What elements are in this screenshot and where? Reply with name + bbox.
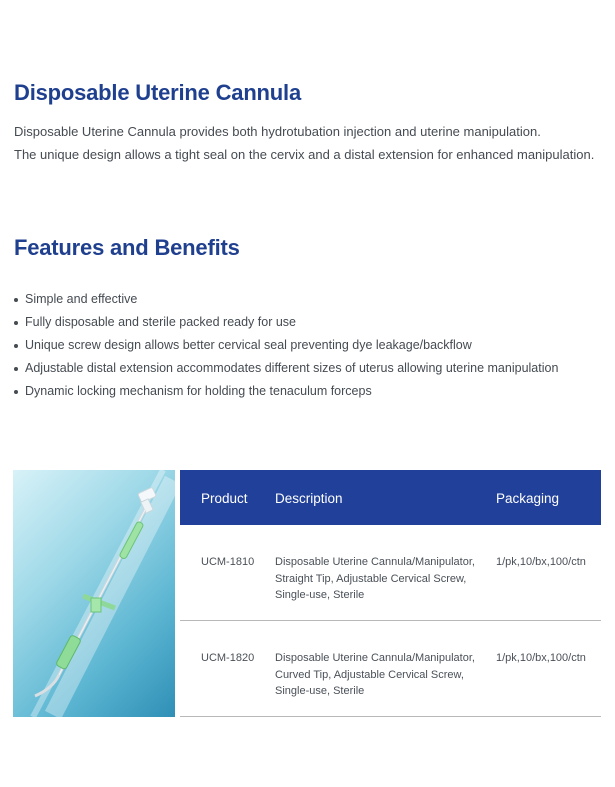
product-code: UCM-1820 bbox=[201, 652, 255, 664]
intro-line: Disposable Uterine Cannula provides both hydrotubation injection and uterine manipulation. bbox=[14, 124, 541, 139]
features-title: Features and Benefits bbox=[14, 235, 240, 260]
product-description: Disposable Uterine Cannula/Manipulator, Straight Tip, Adjustable Cervical Screw, Single-use, Sterile bbox=[275, 556, 475, 601]
feature-item: Simple and effective bbox=[14, 288, 558, 311]
table-header bbox=[180, 470, 601, 525]
product-packaging: 1/pk,10/bx,100/ctn bbox=[496, 556, 586, 568]
feature-item: Dynamic locking mechanism for holding the tenaculum forceps bbox=[14, 380, 558, 403]
feature-item: Adjustable distal extension accommodates different sizes of uterus allowing uterine manipulation bbox=[14, 357, 558, 380]
page-title: Disposable Uterine Cannula bbox=[14, 80, 301, 105]
column-header-description: Description bbox=[275, 491, 343, 506]
features-list bbox=[14, 288, 558, 403]
intro-line: The unique design allows a tight seal on the cervix and a distal extension for enhanced manipulation. bbox=[14, 147, 595, 162]
product-table bbox=[180, 470, 601, 717]
intro-text bbox=[14, 120, 609, 166]
column-header-packaging: Packaging bbox=[496, 491, 560, 506]
table-row bbox=[180, 621, 601, 717]
feature-item: Fully disposable and sterile packed ready for use bbox=[14, 311, 558, 334]
product-packaging: 1/pk,10/bx,100/ctn bbox=[496, 652, 586, 664]
product-image bbox=[13, 470, 175, 717]
product-code: UCM-1810 bbox=[201, 556, 255, 568]
column-header-product: Product bbox=[201, 491, 248, 506]
feature-item: Unique screw design allows better cervical seal preventing dye leakage/backflow bbox=[14, 334, 558, 357]
uterine-cannula-illustration bbox=[13, 470, 175, 717]
product-description: Disposable Uterine Cannula/Manipulator, Curved Tip, Adjustable Cervical Screw, Single-use, Sterile bbox=[275, 652, 475, 697]
table-row bbox=[180, 525, 601, 621]
